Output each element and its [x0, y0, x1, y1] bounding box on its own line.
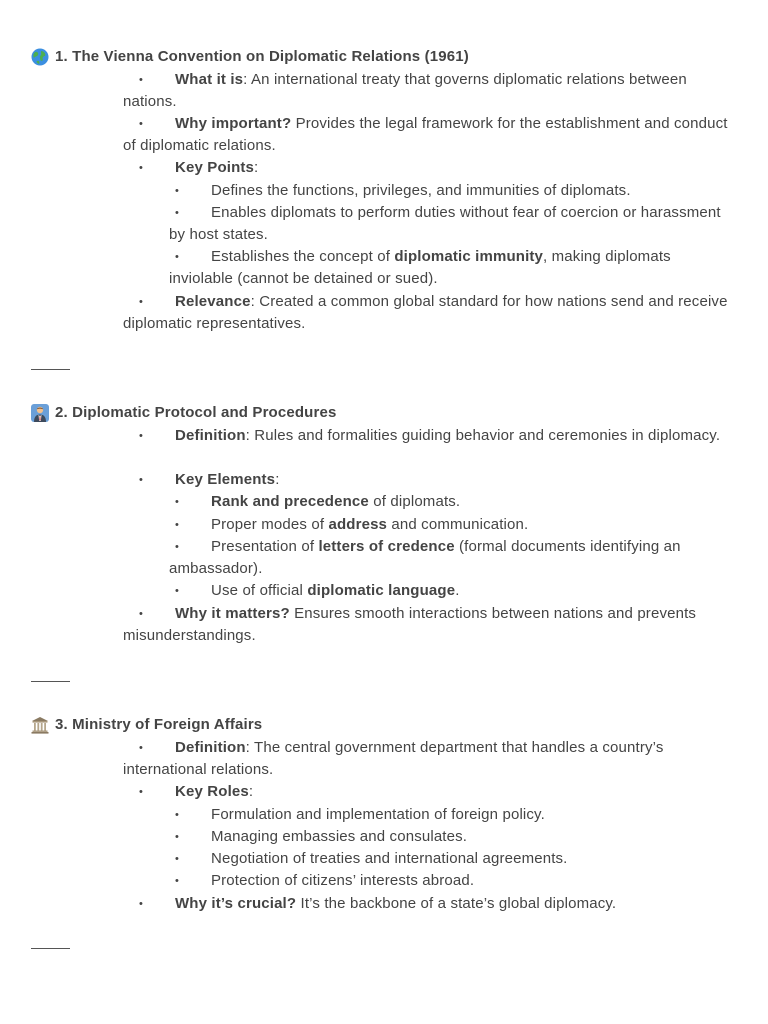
section-divider [31, 681, 70, 682]
list-item [123, 781, 738, 803]
section-divider [31, 369, 70, 370]
sub-item-text: . [455, 582, 460, 599]
sub-item-text: Use of official [211, 582, 308, 599]
section-heading-ministry-foreign-affairs [31, 714, 262, 736]
list-item [123, 425, 738, 447]
sub-list-item [169, 870, 729, 892]
bullet: • [139, 474, 144, 486]
list-item [123, 113, 738, 158]
sub-item-text: and communication. [387, 516, 529, 533]
bullet: • [175, 809, 180, 821]
item-text: : [254, 159, 259, 176]
item-label: Definition [175, 427, 246, 444]
bullet: • [175, 541, 180, 553]
sub-list-item [169, 180, 729, 202]
section-title: 2. Diplomatic Protocol and Procedures [55, 404, 337, 421]
classical-building-icon [31, 716, 49, 734]
list-item [123, 893, 738, 915]
list-item [123, 603, 738, 648]
section-title: 3. Ministry of Foreign Affairs [55, 716, 263, 733]
item-text: : Created a common global standard for how nations send and receive diplomatic representatives. [123, 293, 728, 333]
sub-item-text: of diplomats. [368, 493, 461, 510]
list-item [123, 469, 738, 491]
sub-list-item [169, 202, 729, 247]
sub-item-emphasis: letters of credence [318, 538, 455, 555]
bullet: • [139, 430, 144, 442]
sub-item-emphasis: Rank and precedence [211, 493, 369, 510]
sub-item-text: Presentation of [211, 538, 319, 555]
section-heading-diplomatic-protocol [31, 402, 336, 424]
bullet: • [175, 185, 180, 197]
sub-list-item [169, 804, 729, 826]
list-item [123, 157, 738, 179]
item-text: Ensures smooth interactions between nations and prevents misunderstandings. [123, 605, 697, 645]
section-heading-vienna-convention [31, 46, 469, 68]
sub-list-item [169, 514, 729, 536]
sub-list-item [169, 536, 729, 581]
businessman-icon [31, 404, 49, 422]
bullet: • [175, 519, 180, 531]
bullet: • [139, 74, 144, 86]
sub-list-item [169, 826, 729, 848]
item-text: : The central government department that handles a country’s international relations. [123, 739, 664, 779]
item-text: It’s the backbone of a state’s global diplomacy. [296, 895, 617, 912]
sub-item-text: Formulation and implementation of foreign policy. [211, 806, 545, 823]
bullet: • [175, 853, 180, 865]
bullet: • [139, 118, 144, 130]
sub-item-emphasis: diplomatic immunity [394, 248, 544, 265]
sub-item-emphasis: diplomatic language [307, 582, 456, 599]
section-title: 1. The Vienna Convention on Diplomatic Relations (1961) [55, 48, 469, 65]
sub-item-text: Protection of citizens’ interests abroad. [211, 872, 475, 889]
bullet: • [175, 251, 180, 263]
list-item [123, 737, 738, 782]
item-text: : An international treaty that governs diplomatic relations between nations. [123, 71, 687, 111]
sub-item-text: Negotiation of treaties and international agreements. [211, 850, 568, 867]
sub-list-item [169, 848, 729, 870]
item-label: What it is [175, 71, 244, 88]
item-label: Key Points [175, 159, 255, 176]
bullet: • [139, 296, 144, 308]
bullet: • [139, 162, 144, 174]
bullet: • [175, 831, 180, 843]
bullet: • [139, 786, 144, 798]
sub-item-text: Proper modes of [211, 516, 329, 533]
bullet: • [175, 875, 180, 887]
item-label: Why it’s crucial? [175, 895, 297, 912]
item-text: Provides the legal framework for the establishment and conduct of diplomatic relations. [123, 115, 728, 155]
item-text: : Rules and formalities guiding behavior and ceremonies in diplomacy. [245, 427, 721, 444]
sub-item-emphasis: address [328, 516, 388, 533]
sub-item-text: (formal documents identifying an ambassador). [169, 538, 681, 578]
item-label: Relevance [175, 293, 251, 310]
item-label: Why important? [175, 115, 292, 132]
bullet: • [139, 742, 144, 754]
item-label: Why it matters? [175, 605, 290, 622]
sub-item-text: Defines the functions, privileges, and immunities of diplomats. [211, 182, 631, 199]
item-label: Key Elements [175, 471, 276, 488]
item-text: : [275, 471, 280, 488]
sub-list-item [169, 580, 729, 602]
bullet: • [139, 608, 144, 620]
section-divider [31, 948, 70, 949]
bullet: • [175, 207, 180, 219]
globe-icon [31, 48, 49, 66]
item-label: Key Roles [175, 783, 249, 800]
bullet: • [175, 496, 180, 508]
bullet: • [175, 585, 180, 597]
sub-item-text: Enables diplomats to perform duties without fear of coercion or harassment by host states. [169, 204, 721, 244]
bullet: • [139, 898, 144, 910]
sub-list-item [169, 246, 729, 291]
list-item [123, 291, 738, 336]
sub-item-text: Managing embassies and consulates. [211, 828, 468, 845]
item-label: Definition [175, 739, 246, 756]
sub-item-text: Establishes the concept of [211, 248, 395, 265]
sub-item-text: , making diplomats inviolable (cannot be detained or sued). [169, 248, 671, 288]
list-item [123, 69, 738, 114]
sub-list-item [169, 491, 729, 513]
item-text: : [248, 783, 254, 800]
